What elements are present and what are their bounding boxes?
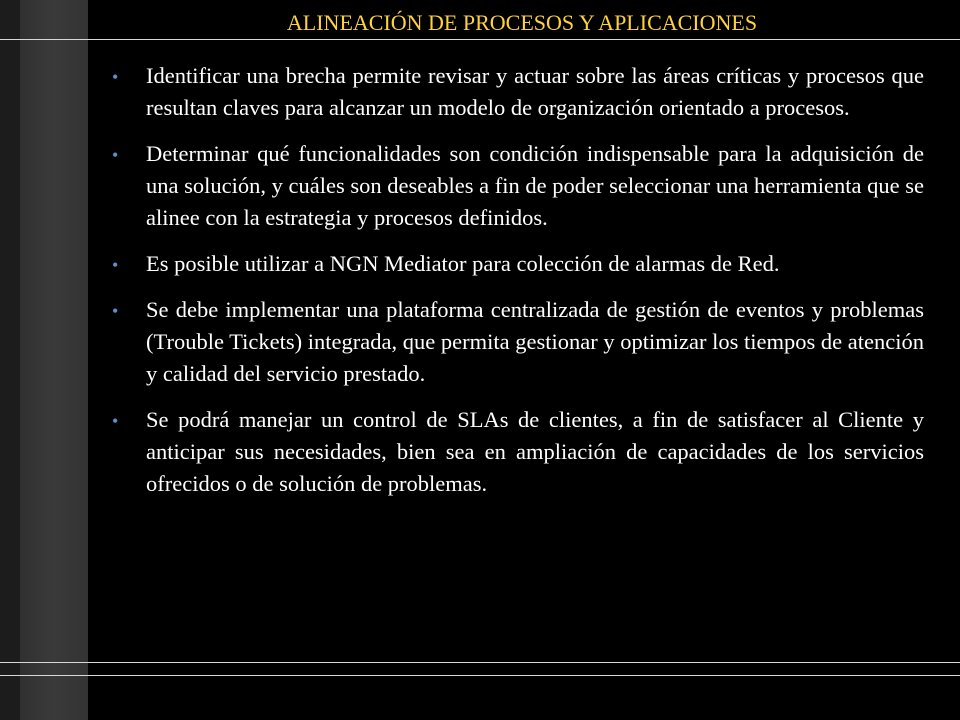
bullet-item bbox=[112, 138, 924, 234]
title-divider bbox=[0, 39, 960, 40]
footer-divider-lower bbox=[0, 675, 960, 676]
bullet-dot-icon: • bbox=[112, 67, 119, 87]
bullet-item bbox=[112, 404, 924, 500]
bullet-dot-icon: • bbox=[112, 255, 119, 275]
bullet-text: Se podrá manejar un control de SLAs de clientes, a fin de satisfacer al Cliente y anticipar sus necesidades, bien sea en ampliación de capacidades de los servicios ofrecidos o de solución de problemas. bbox=[146, 407, 924, 496]
bullet-text: Determinar qué funcionalidades son condición indispensable para la adquisición de una solución, y cuáles son deseables a fin de poder seleccionar una herramienta que se alinee con la estrategia y procesos definidos. bbox=[146, 141, 924, 230]
bullet-list bbox=[112, 60, 924, 514]
slide-title: ALINEACIÓN DE PROCESOS Y APLICACIONES bbox=[286, 10, 758, 35]
bullet-dot-icon: • bbox=[112, 411, 119, 431]
bullet-item bbox=[112, 248, 924, 280]
left-edge-strip bbox=[0, 0, 20, 720]
footer-divider-upper bbox=[0, 662, 960, 663]
bullet-text: Es posible utilizar a NGN Mediator para colección de alarmas de Red. bbox=[146, 251, 780, 276]
bullet-text: Identificar una brecha permite revisar y actuar sobre las áreas críticas y procesos que resultan claves para alcanzar un modelo de organización orientado a procesos. bbox=[146, 63, 924, 120]
bullet-dot-icon: • bbox=[112, 301, 119, 321]
bullet-item bbox=[112, 60, 924, 124]
bullet-item bbox=[112, 294, 924, 390]
bullet-dot-icon: • bbox=[112, 145, 119, 165]
bullet-text: Se debe implementar una plataforma centralizada de gestión de eventos y problemas (Trouble Tickets) integrada, que permita gestionar y optimizar los tiempos de atención y calidad del servicio prestado. bbox=[146, 297, 924, 386]
